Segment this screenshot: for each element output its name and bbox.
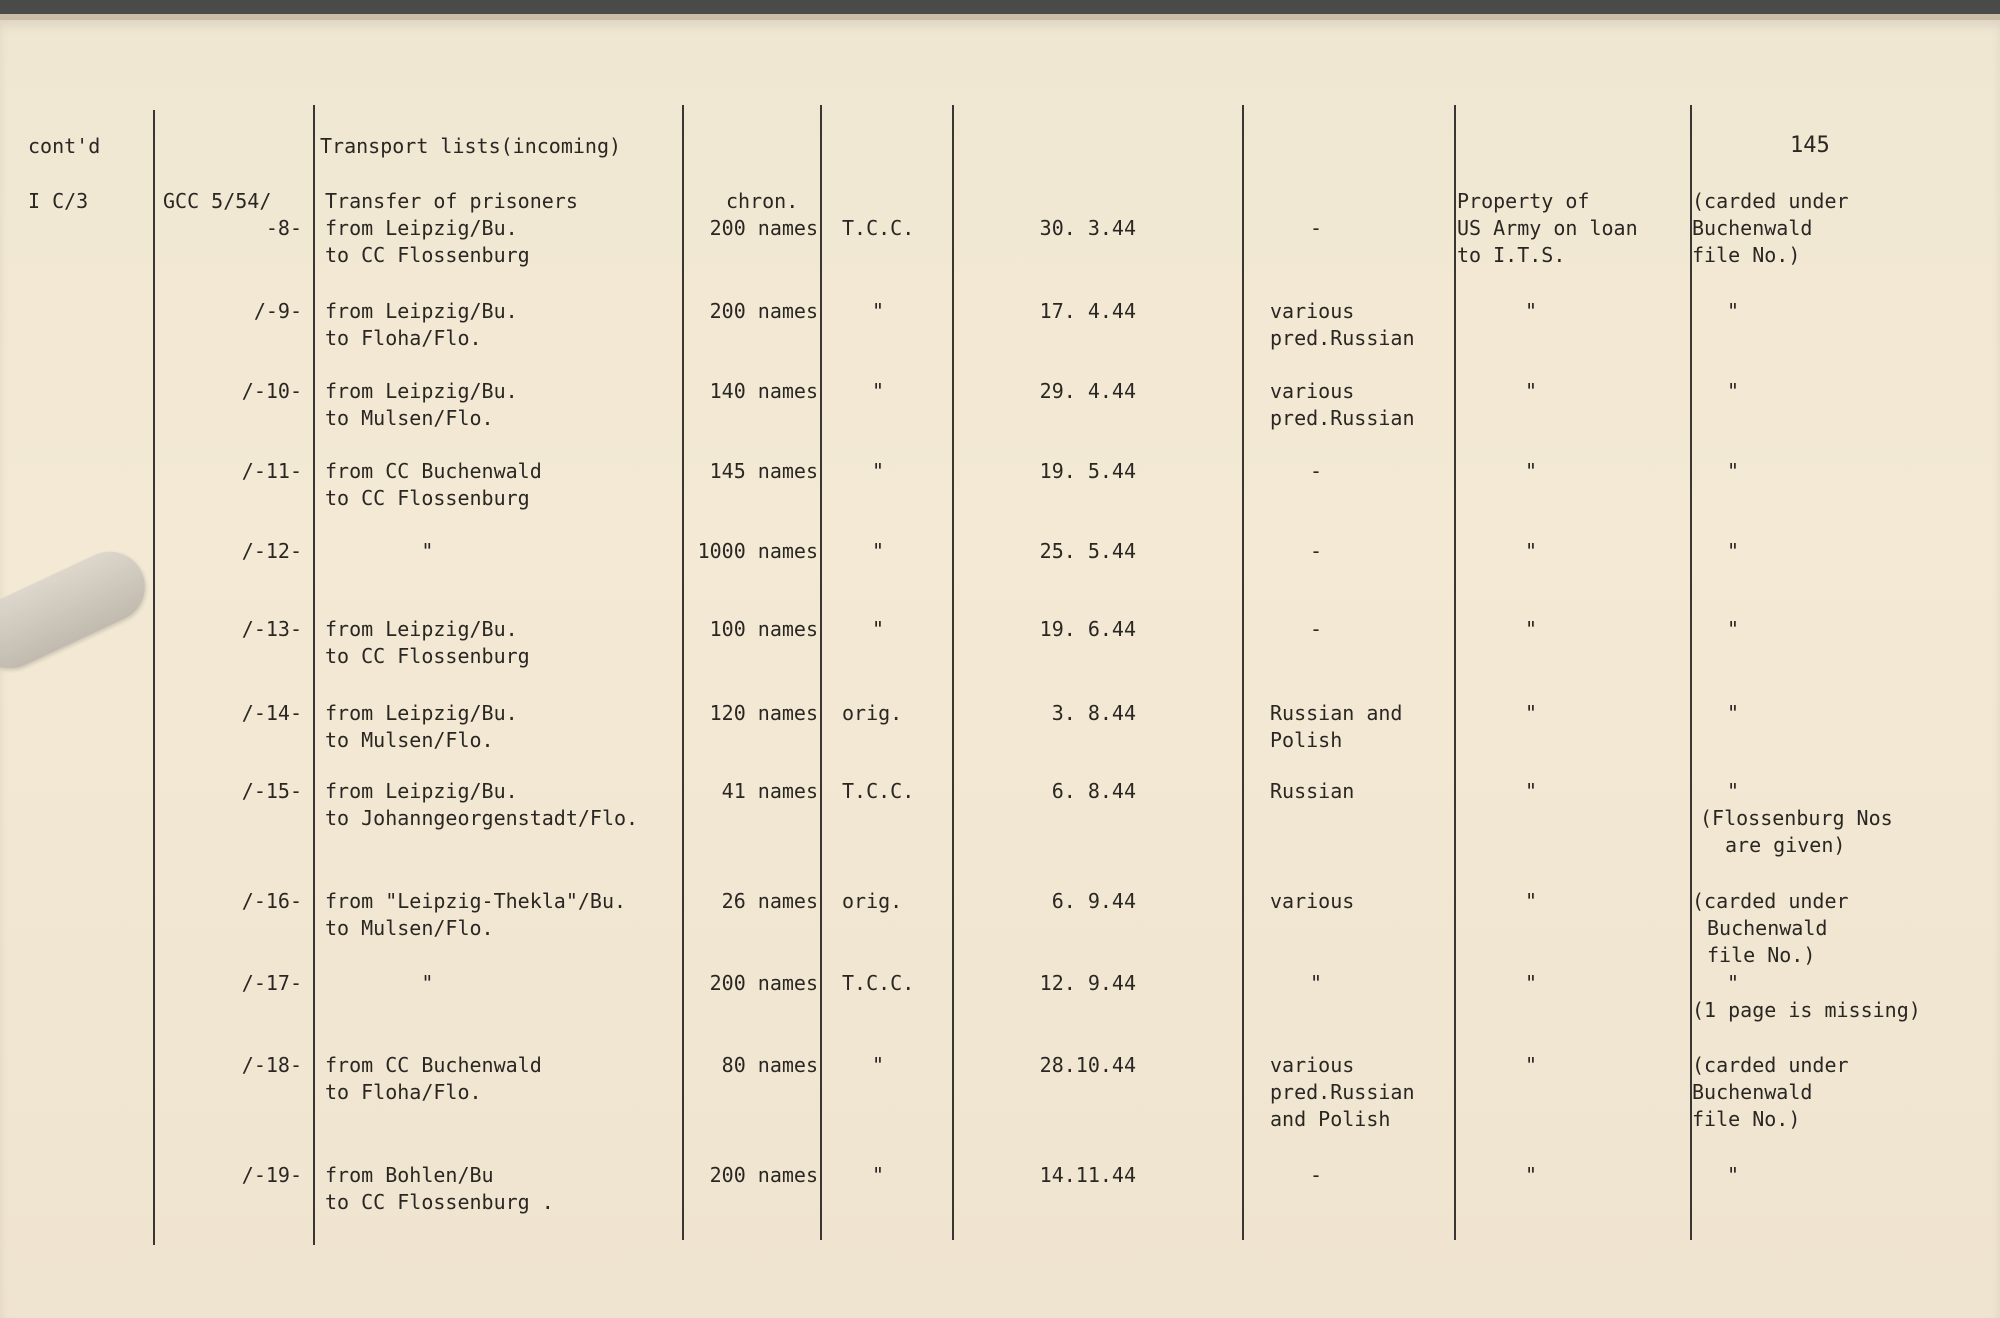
remark-line: (carded under [1692,889,1849,913]
transport-date: 19. 5.44 [1039,459,1136,483]
nationality-line: pred.Russian [1270,406,1415,430]
remark-line: file No.) [1692,243,1801,267]
remark-line: " [1727,779,1740,803]
nationality-line: various [1270,889,1355,913]
name-count: 200 names [709,1163,818,1187]
name-count: 200 names [709,216,818,240]
remark-line: file No.) [1692,1107,1801,1131]
name-count: 80 names [721,1053,818,1077]
ownership-line: " [1525,299,1538,323]
transport-date: 6. 8.44 [1051,779,1136,803]
route-line: to Johanngeorgenstadt/Flo. [325,806,639,830]
route-line: Transfer of prisoners [325,189,578,213]
transport-date: 29. 4.44 [1039,379,1136,403]
nationality-line: - [1310,216,1323,240]
remark-line: file No.) [1707,943,1816,967]
remark-line: " [1727,1163,1740,1187]
nationality-line: various [1270,299,1355,323]
column-rule [820,105,822,1240]
ownership-line: " [1525,889,1538,913]
transport-date: 6. 9.44 [1051,889,1136,913]
remark-line: " [1727,379,1740,403]
name-count: 145 names [709,459,818,483]
ownership-line: US Army on loan [1457,216,1638,240]
nationality-line: and Polish [1270,1107,1391,1131]
transport-date: 12. 9.44 [1039,971,1136,995]
transport-date: 28.10.44 [1039,1053,1136,1077]
route-line: to CC Flossenburg . [325,1190,554,1214]
nationality-line: Russian and [1270,701,1403,725]
document-type: " [872,299,885,323]
ownership-line: " [1525,971,1538,995]
transport-date: 3. 8.44 [1051,701,1136,725]
remark-line: (carded under [1692,189,1849,213]
row-number: /-11- [241,459,302,483]
column-rule [682,105,684,1240]
ownership-line: Property of [1457,189,1590,213]
name-count: 120 names [709,701,818,725]
name-count: 100 names [709,617,818,641]
remark-line: " [1727,299,1740,323]
route-line: from CC Buchenwald [325,459,542,483]
nationality-line: - [1310,1163,1323,1187]
ownership-line: " [1525,1053,1538,1077]
ownership-line: " [1525,1163,1538,1187]
transport-date: 30. 3.44 [1039,216,1136,240]
ownership-line: " [1525,459,1538,483]
nationality-line: various [1270,1053,1355,1077]
row-number: -8- [265,216,302,240]
route-line: to Floha/Flo. [325,1080,482,1104]
remark-line: (1 page is missing) [1692,998,1921,1022]
ownership-line: " [1525,617,1538,641]
remark-line: (Flossenburg Nos [1700,806,1893,830]
row-number: /-13- [241,617,302,641]
name-count: 200 names [709,299,818,323]
column-rule [1242,105,1244,1240]
route-line: from Leipzig/Bu. [325,701,518,725]
transport-date: 25. 5.44 [1039,539,1136,563]
route-line: from CC Buchenwald [325,1053,542,1077]
nationality-line: - [1310,617,1323,641]
type-note: chron. [726,189,799,213]
page-number: 145 [1790,133,1830,158]
file-code: GCC 5/54/ [163,189,272,213]
route-line: from Leipzig/Bu. [325,299,518,323]
route-line: from "Leipzig-Thekla"/Bu. [325,889,627,913]
document-type: orig. [842,701,903,725]
remark-line: " [1727,539,1740,563]
ownership-line: " [1525,539,1538,563]
route-line: to CC Flossenburg [325,644,530,668]
route-line: from Leipzig/Bu. [325,379,518,403]
document-type: orig. [842,889,903,913]
remark-line: are given) [1725,833,1846,857]
document-type: " [872,459,885,483]
section-code: I C/3 [28,189,89,213]
remark-line: Buchenwald [1707,916,1828,940]
nationality-line: Polish [1270,728,1343,752]
nationality-line: - [1310,459,1323,483]
row-number: /-10- [241,379,302,403]
route-line: to CC Flossenburg [325,486,530,510]
row-number: /-14- [241,701,302,725]
transport-date: 17. 4.44 [1039,299,1136,323]
name-count: 200 names [709,971,818,995]
page-title: Transport lists(incoming) [320,134,622,158]
column-rule [153,110,155,1245]
row-number: /-16- [241,889,302,913]
document-type: T.C.C. [842,216,915,240]
column-rule [1454,105,1456,1240]
name-count: 1000 names [697,539,818,563]
row-number: /-9- [253,299,302,323]
row-number: /-12- [241,539,302,563]
nationality-line: various [1270,379,1355,403]
remark-line: Buchenwald [1692,1080,1813,1104]
document-type: " [872,1053,885,1077]
route-line: to Floha/Flo. [325,326,482,350]
nationality-line: pred.Russian [1270,1080,1415,1104]
nationality-line: Russian [1270,779,1355,803]
remark-line: " [1727,971,1740,995]
ownership-line: " [1525,379,1538,403]
route-line: to Mulsen/Flo. [325,916,494,940]
nationality-line: pred.Russian [1270,326,1415,350]
row-number: /-15- [241,779,302,803]
document-type: T.C.C. [842,971,915,995]
remark-line: Buchenwald [1692,216,1813,240]
name-count: 140 names [709,379,818,403]
remark-line: " [1727,459,1740,483]
row-number: /-19- [241,1163,302,1187]
ownership-line: " [1525,701,1538,725]
contd-label: cont'd [28,134,101,158]
route-line: from Leipzig/Bu. [325,216,518,240]
ownership-line: to I.T.S. [1457,243,1566,267]
route-line: from Leipzig/Bu. [325,779,518,803]
document-type: " [872,617,885,641]
transport-date: 14.11.44 [1039,1163,1136,1187]
route-line: " [325,971,434,995]
row-number: /-17- [241,971,302,995]
remark-line: " [1727,701,1740,725]
ownership-line: " [1525,779,1538,803]
document-type: " [872,1163,885,1187]
route-line: to CC Flossenburg [325,243,530,267]
remark-line: " [1727,617,1740,641]
name-count: 26 names [721,889,818,913]
row-number: /-18- [241,1053,302,1077]
remark-line: (carded under [1692,1053,1849,1077]
document-type: " [872,379,885,403]
nationality-line: - [1310,539,1323,563]
document-type: " [872,539,885,563]
document-type: T.C.C. [842,779,915,803]
column-rule [313,105,315,1245]
route-line: from Leipzig/Bu. [325,617,518,641]
nationality-line: " [1310,971,1323,995]
route-line: " [325,539,434,563]
route-line: to Mulsen/Flo. [325,728,494,752]
name-count: 41 names [721,779,818,803]
transport-date: 19. 6.44 [1039,617,1136,641]
route-line: to Mulsen/Flo. [325,406,494,430]
route-line: from Bohlen/Bu [325,1163,494,1187]
column-rule [952,105,954,1240]
